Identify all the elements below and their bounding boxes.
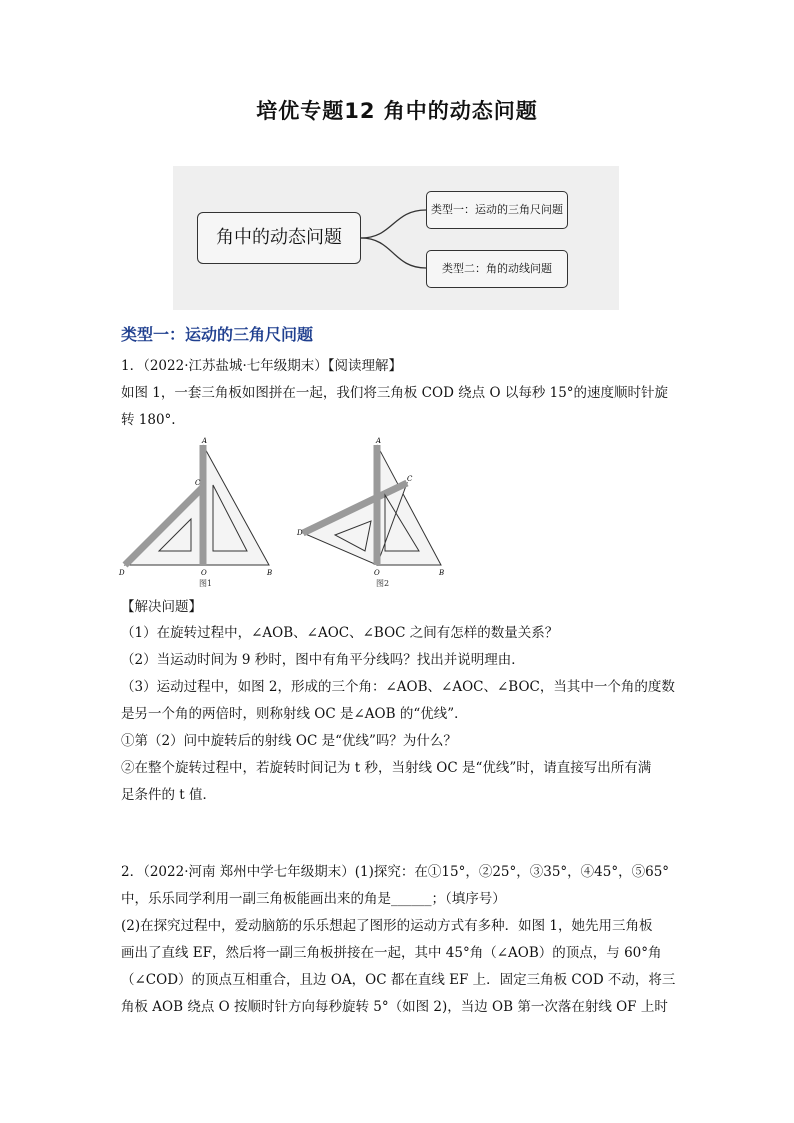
fig1-label-C: C [195, 479, 201, 487]
fig2-label-A: A [376, 437, 382, 445]
fig1-label-A: A [202, 437, 208, 445]
q2-line-4: 画出了直线 EF，然后将一副三角板拼接在一起，其中 45°角（∠AOB）的顶点，与 60°角 [121, 945, 662, 961]
page-title: 培优专题12 角中的动态问题 [256, 99, 538, 123]
mind-map [173, 166, 619, 310]
q2-line-6: 角板 AOB 绕点 O 按顺时针方向每秒旋转 5°（如图 2)，当边 OB 第一次落在射线 OF 上时 [121, 999, 668, 1015]
mind-map-node-type1: 类型一：运动的三角尺问题 [426, 191, 568, 229]
fig1-label-D: D [119, 569, 125, 577]
fig2-label-O: O [374, 569, 380, 577]
q2-line-2: 中，乐乐同学利用一副三角板能画出来的角是______；（填序号） [121, 891, 506, 907]
q1-item-1: （1）在旋转过程中，∠AOB、∠AOC、∠BOC 之间有怎样的数量关系？ [121, 625, 559, 641]
fig2-label-C: C [407, 475, 413, 483]
q2-line-5: （∠COD）的顶点互相重合，且边 OA，OC 都在直线 EF 上．固定三角板 COD 不动，将三 [121, 972, 676, 988]
mind-map-root: 角中的动态问题 [197, 212, 361, 264]
q1-item-3-line1: （3）运动过程中，如图 2，形成的三个角：∠AOB、∠AOC、∠BOC，当其中一个角的度数 [121, 679, 675, 695]
q1-solve-heading: 【解决问题】 [121, 599, 202, 615]
section-heading-type1: 类型一：运动的三角尺问题 [121, 325, 314, 344]
figure-1-caption: 图1 [199, 579, 213, 588]
fig1-label-O: O [201, 569, 207, 577]
q1-subitem-2-line2: 足条件的 t 值． [121, 787, 217, 803]
q1-source: 1．（2022·江苏盐城·七年级期末）【阅读理解】 [121, 358, 403, 374]
q1-subitem-2-line1: ②在整个旋转过程中，若旋转时间记为 t 秒，当射线 OC 是“优线”时，请直接写出所有满 [121, 760, 652, 776]
fig2-label-D: D [297, 529, 303, 537]
mind-map-node-type2: 类型二：角的动线问题 [426, 250, 568, 288]
q2-line-1: 2．（2022·河南 郑州中学七年级期末）(1)探究：在①15°，②25°，③35°，④45°，⑤65° [121, 864, 670, 880]
q1-figures [115, 435, 455, 599]
figure-2-caption: 图2 [376, 579, 390, 588]
q1-item-3-line2: 是另一个角的两倍时，则称射线 OC 是∠AOB 的“优线”． [121, 706, 468, 722]
q1-intro-line1: 如图 1，一套三角板如图拼在一起，我们将三角板 COD 绕点 O 以每秒 15°的速度顺时针旋 [121, 385, 669, 401]
q1-intro-line2: 转 180°. [121, 412, 176, 428]
q2-line-3: (2)在探究过程中，爱动脑筋的乐乐想起了图形的运动方式有多种．如图 1，她先用三角板 [121, 918, 653, 934]
fig2-label-B: B [439, 569, 445, 577]
figure-1-diagram [115, 435, 455, 595]
q1-subitem-1: ①第（2）问中旋转后的射线 OC 是“优线”吗？为什么？ [121, 733, 457, 749]
fig1-label-B: B [267, 569, 273, 577]
q1-item-2: （2）当运动时间为 9 秒时，图中有角平分线吗？找出并说明理由． [121, 652, 525, 668]
